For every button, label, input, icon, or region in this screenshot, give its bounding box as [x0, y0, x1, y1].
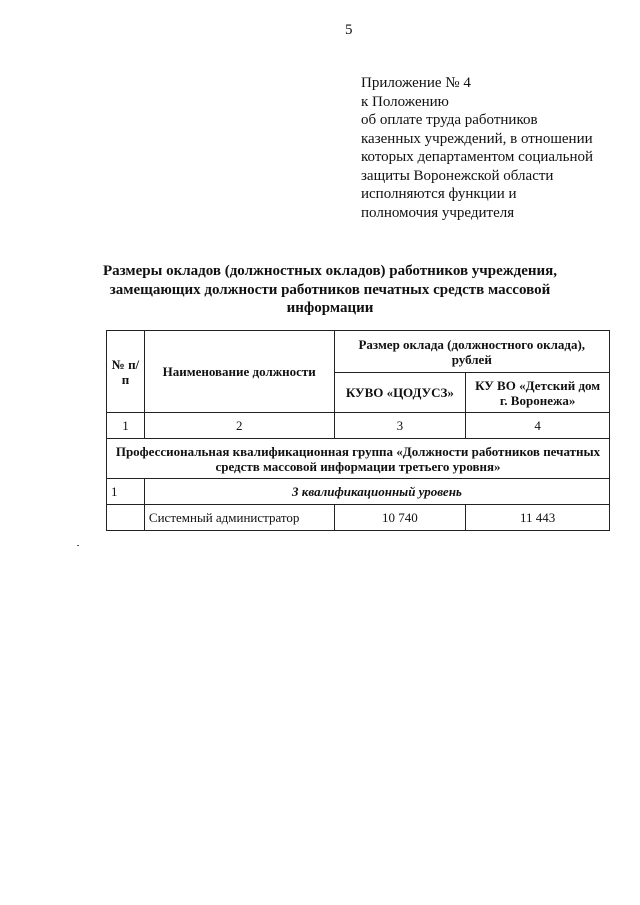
header-position: Наименование должности — [144, 331, 334, 413]
document-title — [100, 262, 560, 318]
row-position: Системный администратор — [144, 505, 334, 531]
level-num: 1 — [107, 479, 145, 505]
header-num: № п/п — [107, 331, 145, 413]
header-kuvo: КУВО «ЦОДУСЗ» — [334, 373, 466, 413]
col-number: 3 — [334, 413, 466, 439]
col-number: 1 — [107, 413, 145, 439]
col-number: 4 — [466, 413, 610, 439]
appendix-line: Приложение № 4 — [361, 75, 471, 91]
table-header-row — [107, 331, 610, 373]
appendix-line: казенных учреждений, в отношении — [361, 130, 593, 147]
appendix-line: которых департаментом социальной — [361, 149, 594, 165]
title-line: замещающих должности работников печатных средств массовой — [109, 281, 551, 298]
appendix-line: об оплате труда работников — [361, 112, 538, 128]
appendix-line: исполняются функции и — [361, 186, 517, 202]
appendix-line: к Положению — [361, 93, 449, 110]
appendix-line: защиты Воронежской области — [361, 167, 554, 184]
level-label: 3 квалификационный уровень — [144, 479, 609, 505]
salary-table — [106, 330, 610, 531]
page-number: 5 — [345, 22, 353, 38]
group-title: Профессиональная квалификационная группа «Должности работников печатных средств массовой информации третьего уровня» — [107, 439, 610, 479]
table-row — [107, 505, 610, 531]
title-line: информации — [286, 300, 374, 316]
title-line: Размеры окладов (должностных окладов) работников учреждения, — [102, 263, 558, 279]
row-kuvo: 10 740 — [334, 505, 466, 531]
column-numbers-row — [107, 413, 610, 439]
appendix-line: полномочия учредителя — [361, 204, 515, 221]
row-num — [107, 505, 145, 531]
level-row — [107, 479, 610, 505]
col-number: 2 — [144, 413, 334, 439]
header-ku: КУ ВО «Детский дом г. Воронежа» — [466, 373, 610, 413]
header-salary-group: Размер оклада (должностного оклада), рублей — [334, 331, 609, 373]
scan-speck — [77, 545, 79, 546]
group-title-row — [107, 439, 610, 479]
appendix-note — [361, 74, 631, 222]
row-ku: 11 443 — [466, 505, 610, 531]
